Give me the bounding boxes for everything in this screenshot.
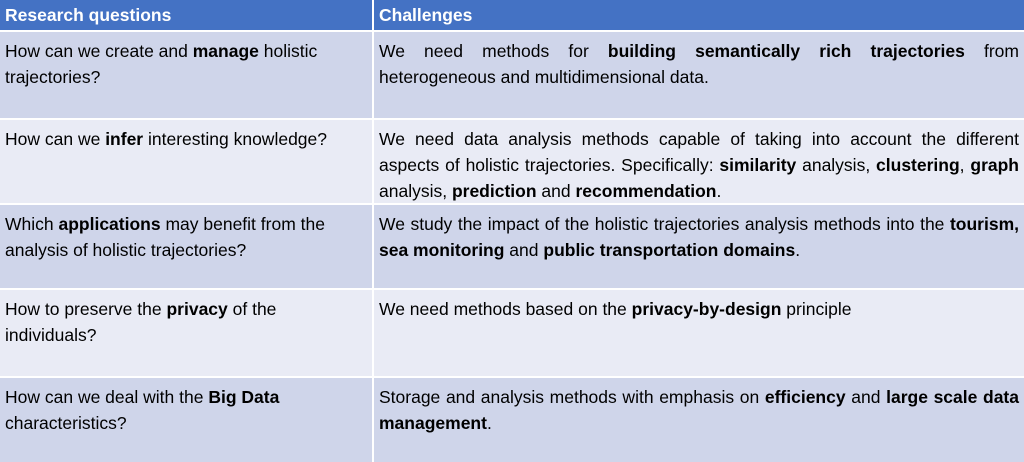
question-cell — [0, 32, 374, 120]
plain-text: Which — [5, 214, 59, 234]
emphasis-text: infer — [105, 129, 144, 149]
plain-text: We study the impact of the holistic trajectories analysis methods into the — [379, 214, 950, 234]
plain-text: We need data analysis methods capable of taking into account the different aspects of holistic trajectories. Specifically: — [379, 129, 1019, 175]
header-research-questions: Research questions — [0, 0, 374, 32]
plain-text: of the individuals? — [5, 299, 277, 345]
challenge-cell — [374, 290, 1024, 378]
plain-text: may benefit from the analysis of holistic trajectories? — [5, 214, 325, 260]
emphasis-text: similarity — [719, 155, 797, 175]
emphasis-text: applications — [58, 214, 161, 234]
question-cell — [0, 378, 374, 462]
plain-text: We need methods based on the — [379, 299, 632, 319]
emphasis-text: public transportation domains — [543, 240, 796, 260]
emphasis-text: clustering — [876, 155, 960, 175]
plain-text: . — [716, 181, 722, 201]
emphasis-text: privacy — [166, 299, 228, 319]
plain-text: How can we create and — [5, 41, 193, 61]
plain-text: from heterogeneous and multidimensional data. — [379, 41, 1019, 87]
plain-text: We need methods for — [379, 41, 608, 61]
plain-text: and — [504, 240, 544, 260]
emphasis-text: large scale data management — [379, 387, 1019, 433]
question-cell — [0, 120, 374, 205]
question-cell — [0, 205, 374, 290]
question-cell — [0, 290, 374, 378]
challenge-cell — [374, 32, 1024, 120]
plain-text: analysis, — [796, 155, 877, 175]
emphasis-text: graph — [970, 155, 1019, 175]
emphasis-text: manage — [192, 41, 259, 61]
emphasis-text: building semantically rich trajectories — [607, 41, 965, 61]
plain-text: and — [845, 387, 887, 407]
plain-text: holistic trajectories? — [5, 41, 318, 87]
emphasis-text: prediction — [451, 181, 537, 201]
challenge-cell — [374, 205, 1024, 290]
plain-text: interesting knowledge? — [143, 129, 327, 149]
emphasis-text: recommendation — [575, 181, 717, 201]
emphasis-text: efficiency — [764, 387, 846, 407]
challenge-cell — [374, 378, 1024, 462]
header-challenges: Challenges — [374, 0, 1024, 32]
emphasis-text: privacy-by-design — [631, 299, 782, 319]
plain-text: How can we deal with the — [5, 387, 209, 407]
emphasis-text: tourism, sea monitoring — [379, 214, 1019, 260]
plain-text: characteristics? — [5, 413, 127, 433]
challenge-cell — [374, 120, 1024, 205]
plain-text: . — [486, 413, 492, 433]
plain-text: analysis, — [379, 181, 452, 201]
plain-text: and — [536, 181, 576, 201]
plain-text: . — [795, 240, 801, 260]
plain-text: principle — [781, 299, 852, 319]
plain-text: Storage and analysis methods with emphasis on — [379, 387, 765, 407]
emphasis-text: Big Data — [208, 387, 280, 407]
plain-text: , — [959, 155, 971, 175]
plain-text: How can we — [5, 129, 106, 149]
plain-text: How to preserve the — [5, 299, 167, 319]
